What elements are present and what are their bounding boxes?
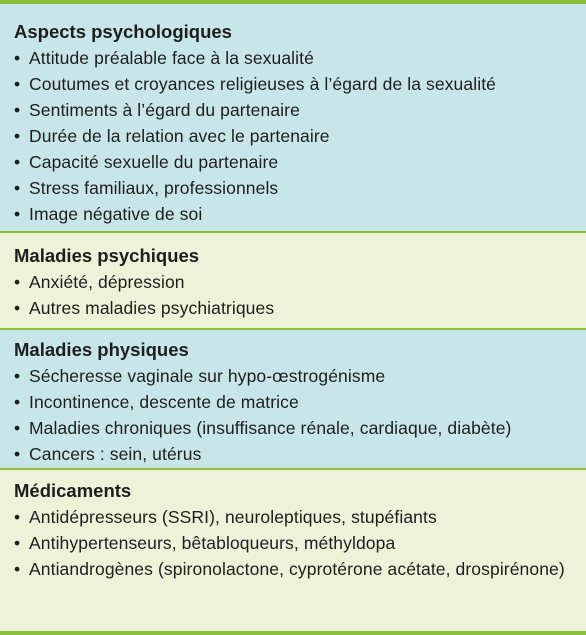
section-title: Médicaments	[14, 480, 132, 501]
section-maladies-physiques	[0, 330, 586, 470]
item-list	[14, 45, 576, 227]
list-item	[14, 71, 576, 97]
section-title: Maladies psychiques	[14, 245, 200, 266]
bullet-icon: •	[14, 507, 21, 527]
list-item-text: Cancers : sein, utérus	[29, 444, 202, 464]
list-item-text: Anxiété, dépression	[29, 272, 185, 292]
list-item	[14, 149, 576, 175]
bullet-icon: •	[14, 48, 21, 68]
bullet-icon: •	[14, 418, 21, 438]
list-item-text: Coutumes et croyances religieuses à l’égard de la sexualité	[29, 74, 496, 94]
list-item-text: Sécheresse vaginale sur hypo-œstrogénisme	[29, 366, 386, 386]
section-title: Aspects psychologiques	[14, 21, 232, 42]
bullet-icon: •	[14, 444, 21, 464]
list-item	[14, 556, 576, 582]
item-list	[14, 363, 576, 467]
bullet-icon: •	[14, 178, 21, 198]
section-maladies-psychiques	[0, 233, 586, 330]
bullet-icon: •	[14, 392, 21, 412]
list-item	[14, 530, 576, 556]
list-item	[14, 269, 576, 295]
list-item	[14, 441, 576, 467]
list-item	[14, 97, 576, 123]
list-item-text: Antiandrogènes (spironolactone, cyprotérone acétate, drospirénone)	[29, 559, 565, 579]
bullet-icon: •	[14, 272, 21, 292]
bullet-icon: •	[14, 152, 21, 172]
list-item	[14, 295, 576, 321]
list-item	[14, 389, 576, 415]
bullet-icon: •	[14, 366, 21, 386]
bullet-icon: •	[14, 298, 21, 318]
bullet-icon: •	[14, 74, 21, 94]
list-item	[14, 504, 576, 530]
list-item-text: Capacité sexuelle du partenaire	[29, 152, 279, 172]
bullet-icon: •	[14, 100, 21, 120]
list-item-text: Sentiments à l’égard du partenaire	[29, 100, 300, 120]
bullet-icon: •	[14, 126, 21, 146]
list-item	[14, 175, 576, 201]
bullet-icon: •	[14, 559, 21, 579]
list-item-text: Stress familiaux, professionnels	[29, 178, 279, 198]
bullet-icon: •	[14, 533, 21, 553]
list-item	[14, 363, 576, 389]
list-item-text: Antidépresseurs (SSRI), neuroleptiques, stupéfiants	[29, 507, 437, 527]
list-item-text: Incontinence, descente de matrice	[29, 392, 299, 412]
list-item	[14, 45, 576, 71]
list-item-text: Durée de la relation avec le partenaire	[29, 126, 330, 146]
item-list	[14, 504, 576, 582]
list-item-text: Autres maladies psychiatriques	[29, 298, 275, 318]
section-aspects-psychologiques	[0, 4, 586, 233]
section-medicaments	[0, 470, 586, 631]
list-item-text: Antihypertenseurs, bêtabloqueurs, méthyldopa	[29, 533, 396, 553]
list-item	[14, 415, 576, 441]
list-item	[14, 201, 576, 227]
item-list	[14, 269, 576, 321]
section-title: Maladies physiques	[14, 339, 189, 360]
bullet-icon: •	[14, 204, 21, 224]
list-item-text: Attitude préalable face à la sexualité	[29, 48, 314, 68]
list-item-text: Maladies chroniques (insuffisance rénale, cardiaque, diabète)	[29, 418, 512, 438]
list-item	[14, 123, 576, 149]
list-item-text: Image négative de soi	[29, 204, 203, 224]
